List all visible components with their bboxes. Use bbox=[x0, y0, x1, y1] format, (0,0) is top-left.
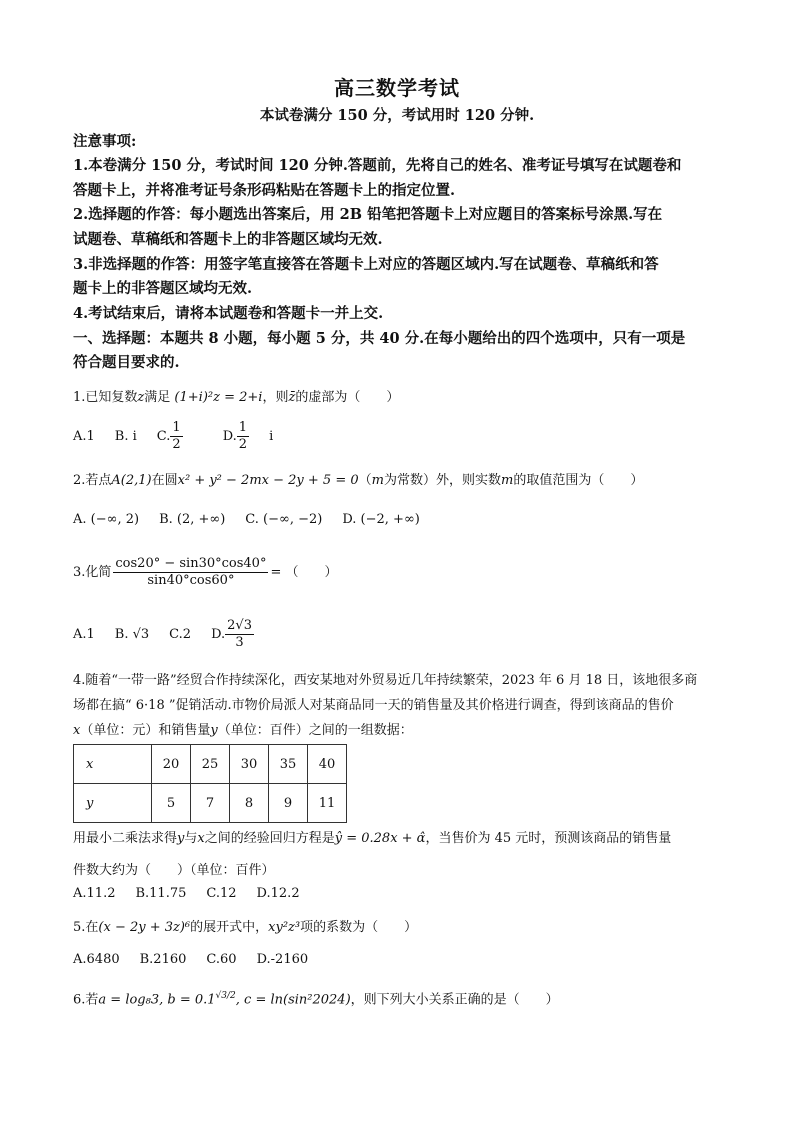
question-5-options bbox=[73, 952, 328, 967]
notice-line-4: 试题卷、草稿纸和答题卡上的非答题区域均无效. bbox=[73, 231, 383, 248]
table-header-y: y bbox=[74, 784, 152, 823]
section-heading-line-2: 符合题目要求的. bbox=[73, 354, 180, 371]
table-cell: 35 bbox=[269, 745, 308, 784]
notice-line-7: 4.考试结束后，请将本试题卷和答题卡一并上交. bbox=[73, 305, 384, 322]
question-2: 2.若点A(2,1)在圆x² + y² − 2mx − 2y + 5 = 0（m为常数）外，则实数m的取值范围为（ ） bbox=[73, 473, 644, 488]
q3-option-a: A.1 bbox=[73, 627, 95, 642]
q3-option-b: B. √3 bbox=[114, 627, 150, 642]
table-header-x: x bbox=[74, 745, 152, 784]
question-1-options bbox=[73, 420, 293, 453]
q5-option-d: D.-2160 bbox=[256, 952, 309, 967]
question-3: 3.化简 $\frac{\cos 20^\circ - \sin 30^\circ\cos 40^\circ}{\sin 40^\circ\cos 60^\circ}$ = （ ） bbox=[73, 556, 338, 588]
q1-option-a: A.1 bbox=[73, 429, 95, 444]
q4-option-c: C.12 bbox=[206, 886, 237, 901]
q2-option-b: B. (2, +∞) bbox=[159, 512, 226, 527]
q1-option-b: B. i bbox=[114, 429, 137, 444]
q4-option-d: D.12.2 bbox=[256, 886, 300, 901]
notice-line-5: 3.非选择题的作答：用签字笔直接答在答题卡上对应的答题区域内.写在试题卷、草稿纸和答 bbox=[73, 256, 659, 273]
q2-option-c: C. (−∞, −2) bbox=[245, 512, 323, 527]
table-cell: 8 bbox=[230, 784, 269, 823]
q2-option-d: D. (−2, +∞) bbox=[342, 512, 420, 527]
table-cell: 25 bbox=[191, 745, 230, 784]
table-cell: 11 bbox=[308, 784, 347, 823]
q1-option-c: C. $\frac{1}{2}$ bbox=[156, 420, 181, 452]
table-cell: 5 bbox=[152, 784, 191, 823]
section-heading-line-1: 一、选择题：本题共 8 小题，每小题 5 分，共 40 分.在每小题给出的四个选项中，只有一项是 bbox=[73, 330, 686, 347]
table-cell: 7 bbox=[191, 784, 230, 823]
table-row bbox=[74, 784, 347, 823]
q4-option-a: A.11.2 bbox=[73, 886, 116, 901]
q1-option-d: D. $\frac{1}{2}$ i bbox=[222, 420, 274, 452]
table-cell: 9 bbox=[269, 784, 308, 823]
question-4-line-3: x（单位：元）和销售量y（单位：百件）之间的一组数据： bbox=[73, 723, 413, 738]
notice-line-1: 1.本卷满分 150 分，考试时间 120 分钟.答题前，先将自己的姓名、准考证号填写在试题卷和 bbox=[73, 157, 682, 174]
notice-heading: 注意事项: bbox=[73, 133, 137, 150]
q5-option-b: B.2160 bbox=[139, 952, 187, 967]
q5-option-c: C.60 bbox=[206, 952, 237, 967]
notice-line-2: 答题卡上，并将准考证号条形码粘贴在答题卡上的指定位置. bbox=[73, 182, 456, 199]
notice-line-6: 题卡上的非答题区域均无效. bbox=[73, 280, 253, 297]
page-subtitle: 本试卷满分 150 分，考试用时 120 分钟. bbox=[259, 107, 535, 124]
q5-option-a: A.6480 bbox=[73, 952, 120, 967]
table-cell: 20 bbox=[152, 745, 191, 784]
question-4-line-5: 件数大约为（ ）（单位：百件） bbox=[73, 863, 275, 878]
data-table bbox=[73, 744, 347, 823]
q3-option-c: C.2 bbox=[169, 627, 192, 642]
question-1: 1.已知复数z满足 (1+i)²z = 2+i，则z̄的虚部为（ ） bbox=[73, 390, 400, 405]
page-title: 高三数学考试 bbox=[334, 76, 460, 100]
table-cell: 30 bbox=[230, 745, 269, 784]
question-3-options bbox=[73, 618, 294, 651]
table-cell: 40 bbox=[308, 745, 347, 784]
notice-line-3: 2.选择题的作答：每小题选出答案后，用 2B 铅笔把答题卡上对应题目的答案标号涂黑.写在 bbox=[73, 206, 663, 223]
q2-option-a: A. (−∞, 2) bbox=[73, 512, 140, 527]
question-5: 5.在(x − 2y + 3z)⁶的展开式中，xy²z³项的系数为（ ） bbox=[73, 920, 418, 935]
question-4-line-4: 用最小二乘法求得y与x之间的经验回归方程是ŷ = 0.28x + α̂，当售价为 45 元时，预测该商品的销售量 bbox=[73, 831, 672, 846]
question-4-options bbox=[73, 886, 320, 901]
q3-option-d: D. $\frac{2√3}{3}$ bbox=[211, 618, 252, 650]
question-4-line-1: 4.随着“一带一路”经贸合作持续深化，西安某地对外贸易近几年持续繁荣，2023 年 6 月 18 日，该地很多商 bbox=[73, 673, 698, 688]
table-row bbox=[74, 745, 347, 784]
question-4-line-2: 场都在搞“ 6·18 ”促销活动.市物价局派人对某商品同一天的销售量及其价格进行调查，得到该商品的售价 bbox=[73, 698, 674, 713]
question-6: 6.若a = log₈3, $b = 0.1^{√3/2}$, c = ln(sin²2024)，则下列大小关系正确的是（ ） bbox=[73, 991, 559, 1008]
question-2-options bbox=[73, 512, 440, 527]
q4-option-b: B.11.75 bbox=[135, 886, 187, 901]
